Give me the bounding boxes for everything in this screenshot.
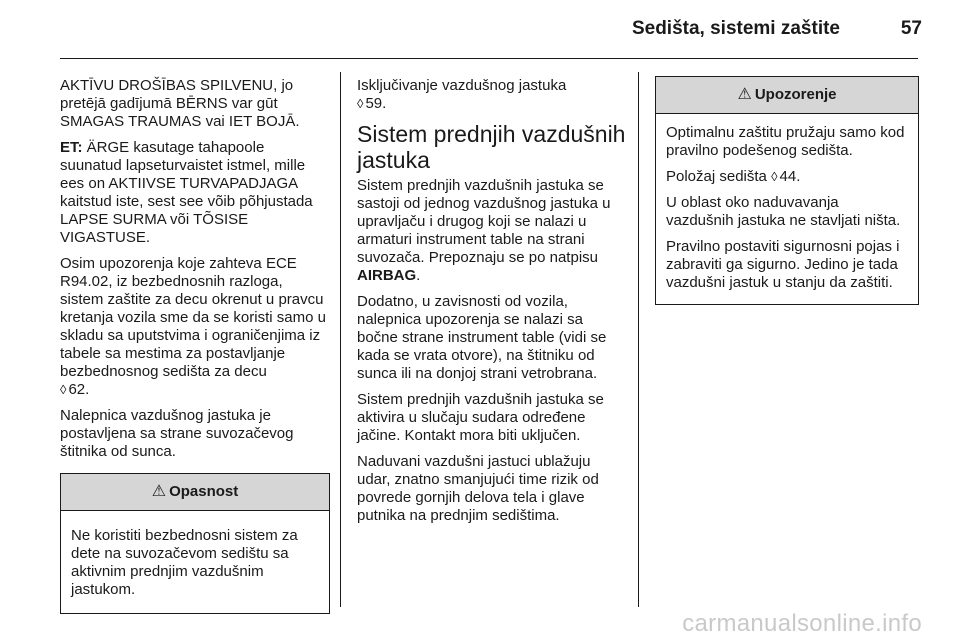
section-heading: Sistem prednjih vazdušnih jastuka [357, 121, 626, 173]
paragraph-ece-requirement: Osim upozorenja koje zahteva ECE R94.02, iz bezbednosnih razloga, sistem zaštite za decu okrenut u pravcu kretanja vozila sme da se koristi samo u skladu sa uputstvima i ograničenjima iz tabele sa mestima za postavljanje bezbednosnog sedišta za decu ◊ 62. [60, 255, 326, 398]
watermark: carmanualsonline.info [682, 610, 922, 637]
warning-text-4: Pravilno postaviti sigurnosni pojas i zabraviti ga sigurno. Jedino je tada vazdušni jastuk u stanju da zaštiti. [666, 238, 900, 291]
page-number: 57 [900, 18, 922, 39]
paragraph-airbag-label-location: Nalepnica vazdušnog jastuka je postavljena sa strane suvozačevog štitnika od sunca. [60, 407, 294, 460]
page-reference-link[interactable]: 44. [779, 168, 801, 185]
warning-box [655, 76, 919, 305]
column-divider-2 [638, 72, 639, 607]
page-reference-icon: ◊ [771, 169, 778, 184]
estonian-text: ÄRGE kasutage tahapoole suunatud lapseturvaistet istmel, mille ees on AKTIIVSE TURVAPADJAGA kaitstud iste, sest see võib põhjustada LAPSE SURMA või TÕSISE VIGASTUSE. [60, 139, 313, 246]
paragraph-activation: Sistem prednjih vazdušnih jastuka se aktivira u slučaju sudara određene jačine. Kontakt mora biti uključen. [357, 391, 604, 444]
warning-text-2: Položaj sedišta ◊ 44. [666, 168, 801, 185]
paragraph-estonian-warning [60, 139, 330, 247]
danger-box [60, 473, 330, 614]
warning-box-header [656, 77, 918, 114]
column-divider-1 [340, 72, 341, 607]
warning-text-3: U oblast oko naduvavanja vazdušnih jastuka ne stavljati ništa. [666, 194, 901, 229]
estonian-label: ET: [60, 139, 83, 156]
paragraph-airbag-system: Sistem prednjih vazdušnih jastuka se sastoji od jednog vazdušnog jastuka u upravljaču i drugog koji se nalazi u armaturi instrument table na strani suvozača. Prepoznaju se po natpisu AIRBAG. [357, 177, 611, 284]
paragraph-protection: Naduvani vazdušni jastuci ublažuju udar, znatno smanjujući time rizik od povrede gornjih delova tela i glave putnika na prednjim sedištima. [357, 453, 599, 524]
paragraph-airbag-deactivation: Isključivanje vazdušnog jastuka ◊ 59. [357, 77, 567, 112]
warning-text-1: Optimalnu zaštitu pružaju samo kod pravilno podešenog sedišta. [666, 124, 905, 159]
column-1 [60, 77, 330, 614]
airbag-label: AIRBAG [357, 267, 417, 284]
warning-triangle-icon: ⚠ [151, 483, 167, 500]
page-reference-link[interactable]: 59. [365, 95, 387, 112]
warning-box-body [656, 114, 918, 304]
paragraph-latvian-warning: AKTĪVU DROŠĪBAS SPILVENU, jo pretējā gadījumā BĒRNS var gūt SMAGAS TRAUMAS vai IET BOJĀ. [60, 77, 300, 130]
warning-triangle-icon: ⚠ [737, 86, 752, 103]
page-header-title: Sedišta, sistemi zaštite [631, 18, 840, 39]
danger-box-body [61, 511, 329, 613]
warning-title: Upozorenje [754, 86, 837, 103]
page-reference-icon: ◊ [60, 382, 67, 397]
danger-text: Ne koristiti bezbednosni sistem za dete na suvozačevom sedištu sa aktivnim prednjim vazdušnim jastukom. [71, 527, 298, 598]
column-3 [655, 76, 919, 305]
header-divider [60, 58, 918, 59]
paragraph-warning-label: Dodatno, u zavisnosti od vozila, nalepnica upozorenja se nalazi sa bočne strane instrument table (vidi se kada se vrata otvore), na štitniku od sunca ili na donjoj strani vetrobrana. [357, 293, 607, 382]
column-2 [357, 77, 627, 533]
page-reference-link[interactable]: 62. [68, 381, 90, 398]
danger-box-header [61, 474, 329, 511]
page-reference-icon: ◊ [357, 96, 364, 111]
danger-title: Opasnost [169, 483, 239, 500]
